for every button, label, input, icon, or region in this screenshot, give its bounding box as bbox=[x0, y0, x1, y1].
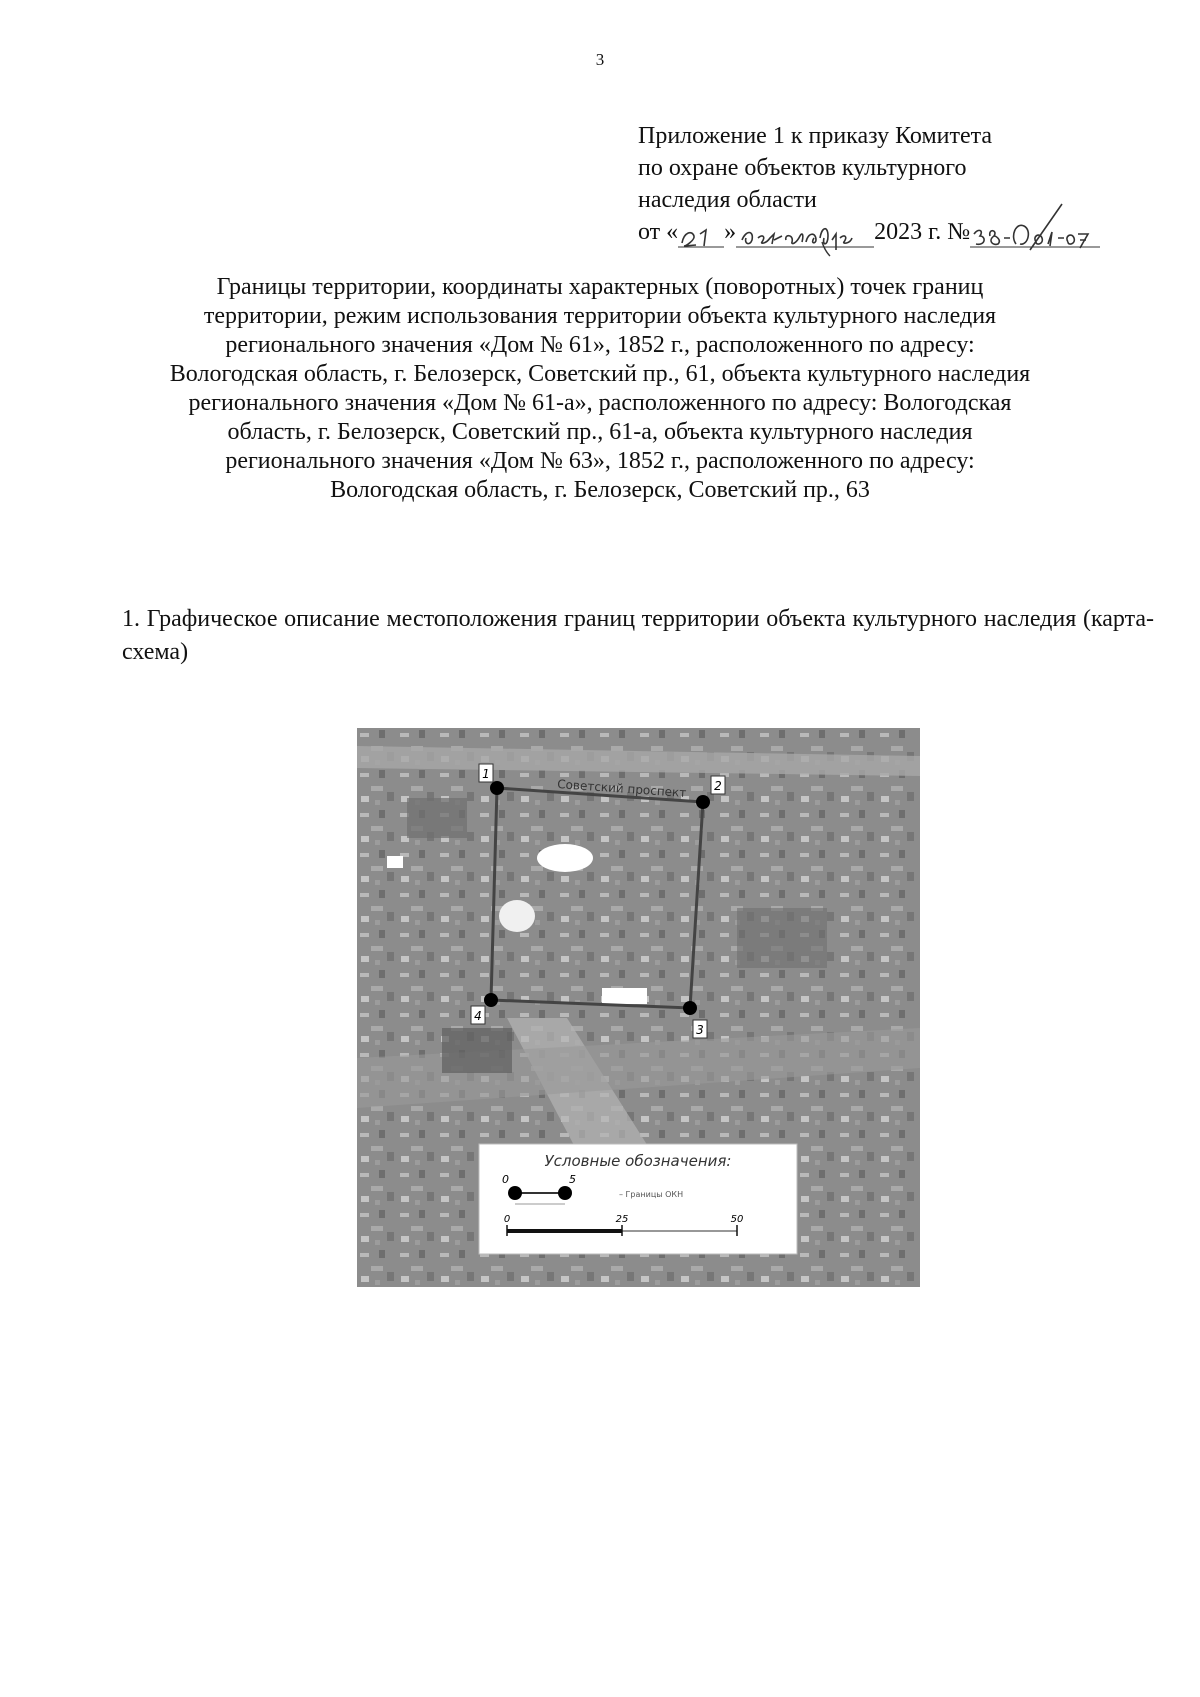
svg-text:1: 1 bbox=[482, 767, 490, 781]
title-line: область, г. Белозерск, Советский пр., 61-а, объекта культурного наследия bbox=[227, 419, 973, 445]
title-line: Вологодская область, г. Белозерск, Советский пр., 63 bbox=[330, 477, 870, 503]
title-line: регионального значения «Дом № 61», 1852 г., расположенного по адресу: bbox=[225, 332, 975, 358]
page-number: 3 bbox=[595, 50, 605, 69]
handwritten-month bbox=[736, 216, 874, 248]
legend-point-symbol bbox=[558, 1186, 572, 1200]
title-line: регионального значения «Дом № 61-а», расположенного по адресу: Вологодская bbox=[188, 390, 1012, 416]
section-1-heading: 1. Графическое описание местоположения границ территории объекта культурного наследия (карта-схема) bbox=[122, 606, 1154, 665]
appendix-line-1: Приложение 1 к приказу Комитета bbox=[638, 123, 993, 149]
handwritten-day bbox=[678, 216, 724, 248]
map-scheme bbox=[357, 728, 920, 1287]
quote-close: » bbox=[724, 219, 737, 245]
scale-mid-label: 25 bbox=[615, 1214, 629, 1225]
building bbox=[407, 798, 467, 838]
map-legend bbox=[479, 1144, 797, 1254]
document-title bbox=[100, 273, 1100, 505]
legend-point-scale-end: 5 bbox=[569, 1173, 576, 1186]
street-label: Советский проспект bbox=[556, 777, 687, 801]
map-image bbox=[357, 728, 920, 1287]
title-line: регионального значения «Дом № 63», 1852 г., расположенного по адресу: bbox=[225, 448, 975, 474]
light-patch bbox=[602, 988, 647, 1004]
light-patch bbox=[537, 844, 593, 872]
svg-text:3: 3 bbox=[696, 1023, 704, 1037]
appendix-line-2: по охране объектов культурного bbox=[638, 155, 967, 181]
title-line: Вологодская область, г. Белозерск, Советский пр., 61, объекта культурного наследия bbox=[169, 361, 1031, 387]
svg-text:2: 2 bbox=[714, 779, 722, 793]
appendix-date-line bbox=[638, 216, 1118, 248]
appendix-line-3: наследия области bbox=[638, 187, 817, 213]
handwritten-number bbox=[970, 216, 1118, 248]
legend-point-scale-start: 0 bbox=[502, 1173, 509, 1186]
scale-start-label: 0 bbox=[503, 1214, 511, 1225]
title-line: территории, режим использования территории объекта культурного наследия bbox=[203, 303, 997, 329]
legend-title: Условные обозначения: bbox=[544, 1152, 732, 1170]
scale-end-label: 50 bbox=[730, 1214, 744, 1225]
light-patch bbox=[499, 900, 535, 932]
year-text: 2023 г. № bbox=[874, 219, 971, 245]
svg-text:4: 4 bbox=[474, 1009, 482, 1023]
from-prefix: от « bbox=[638, 219, 679, 245]
title-line: Границы территории, координаты характерных (поворотных) точек границ bbox=[216, 274, 984, 300]
legend-boundary-label: – Границы ОКН bbox=[619, 1190, 684, 1199]
light-patch bbox=[387, 856, 403, 868]
building bbox=[442, 1028, 512, 1073]
appendix-header bbox=[638, 120, 1118, 248]
legend-point-symbol bbox=[508, 1186, 522, 1200]
building bbox=[737, 908, 827, 968]
